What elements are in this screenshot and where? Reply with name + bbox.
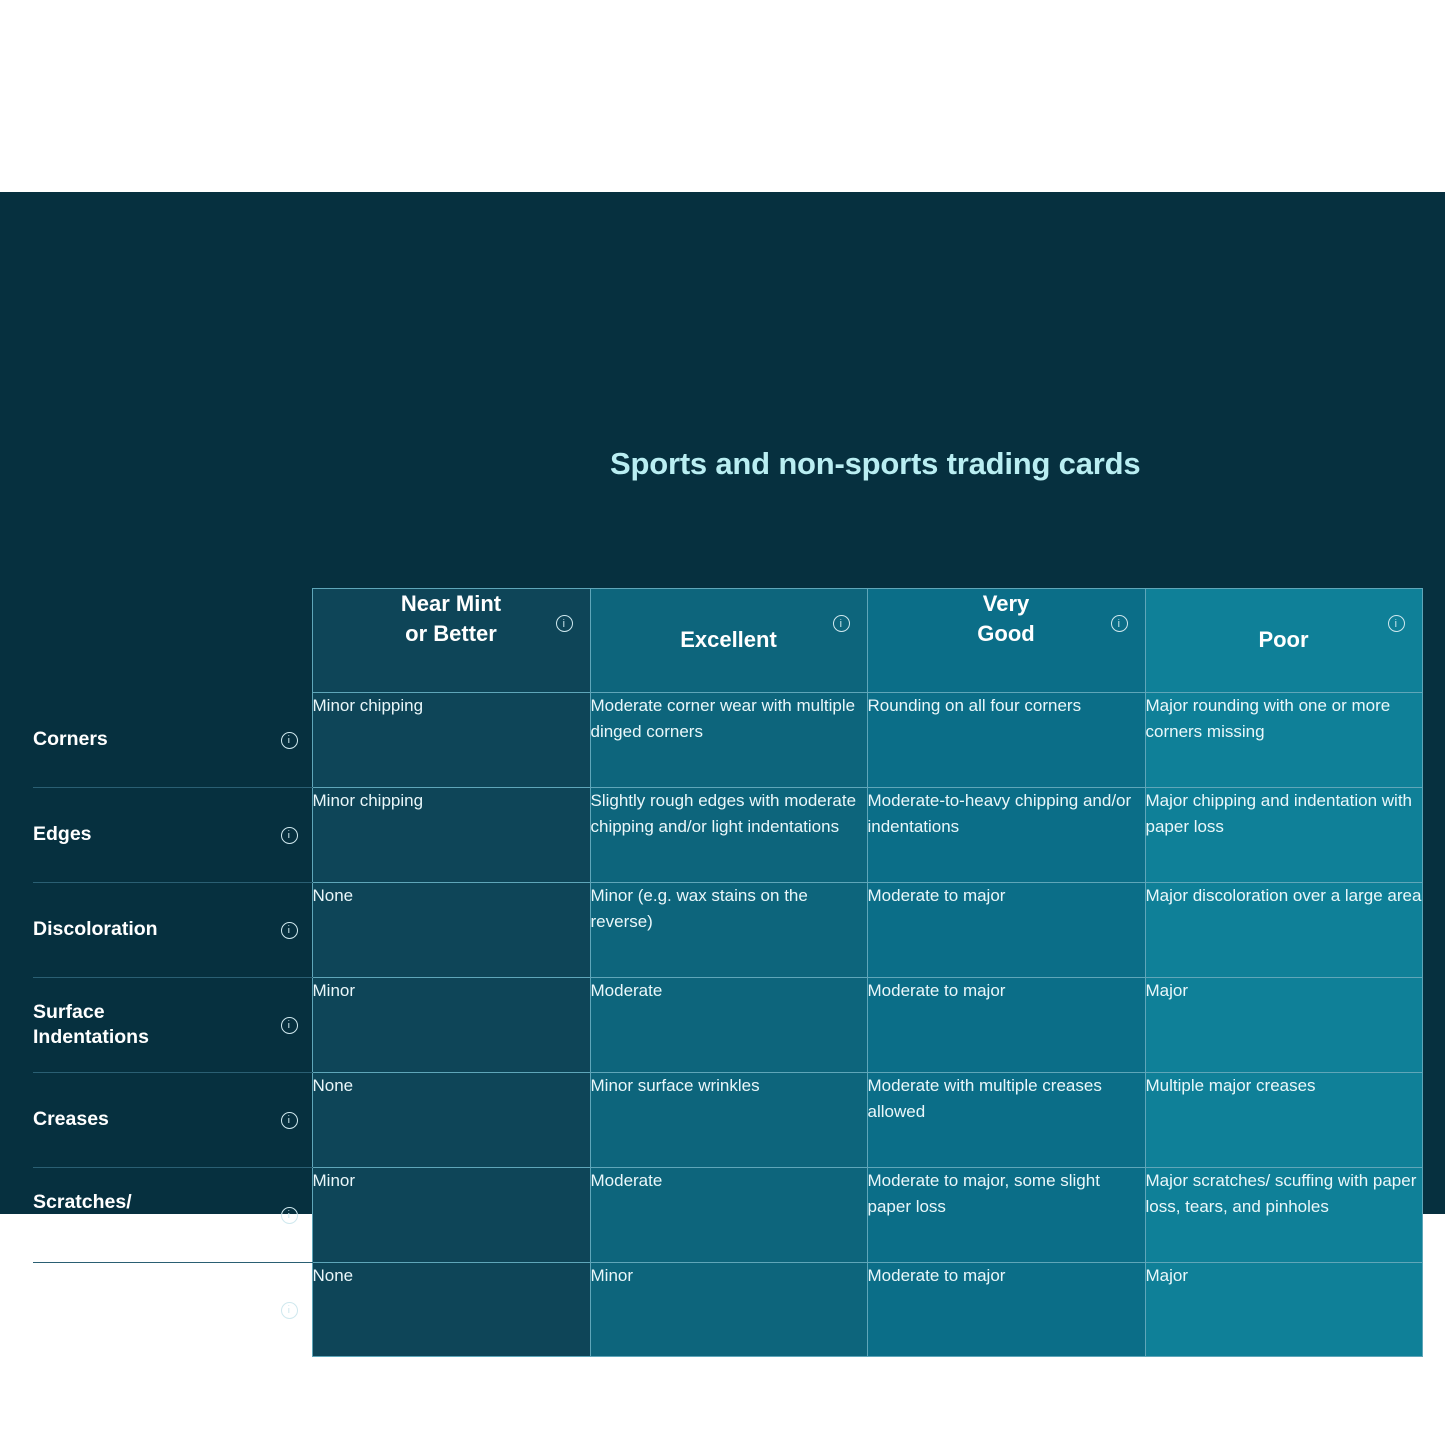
- row-header-corners[interactable]: [33, 693, 312, 788]
- row-label-line1: Corners: [33, 728, 108, 750]
- row-label-line1: Scratches/: [33, 1190, 132, 1213]
- cell-surface-near-mint: Minor: [312, 977, 590, 1072]
- table-row: [33, 882, 1422, 977]
- page-title: Sports and non-sports trading cards: [610, 446, 1141, 481]
- cell-edges-very-good: Moderate-to-heavy chipping and/or indentations: [867, 787, 1145, 882]
- row-header-creases[interactable]: [33, 1072, 312, 1167]
- cell-corners-excellent: Moderate corner wear with multiple dinged corners: [590, 693, 867, 788]
- cell-discoloration-near-mint: None: [312, 882, 590, 977]
- cell-scratches-excellent: Moderate: [590, 1167, 867, 1262]
- column-header-line1: Excellent: [680, 627, 777, 652]
- column-header-excellent[interactable]: [590, 589, 867, 693]
- row-header-scratches-scuffing[interactable]: [33, 1167, 312, 1262]
- table-row: [33, 693, 1422, 788]
- table-row: [33, 787, 1422, 882]
- row-label-line1: Surface: [33, 1000, 105, 1023]
- cell-creases-very-good: Moderate with multiple creases allowed: [867, 1072, 1145, 1167]
- cell-scratches-very-good: Moderate to major, some slight paper loss: [867, 1167, 1145, 1262]
- row-header-surface-indentations[interactable]: [33, 977, 312, 1072]
- content-panel: [0, 192, 1445, 1320]
- grading-matrix: [33, 588, 1422, 1357]
- info-icon[interactable]: [281, 1112, 298, 1129]
- table-row: [33, 1072, 1422, 1167]
- cell-surface-excellent: Moderate: [590, 977, 867, 1072]
- cell-scratches-near-mint: Minor: [312, 1167, 590, 1262]
- cell-surface-poor: Major: [1145, 977, 1422, 1072]
- info-icon[interactable]: [1388, 615, 1405, 632]
- info-icon[interactable]: [281, 732, 298, 749]
- row-header-staining[interactable]: [33, 1262, 312, 1357]
- cell-surface-very-good: Moderate to major: [867, 977, 1145, 1072]
- corner-spacer: [33, 589, 312, 693]
- column-header-poor[interactable]: [1145, 589, 1422, 693]
- info-icon[interactable]: [833, 615, 850, 632]
- cell-discoloration-very-good: Moderate to major: [867, 882, 1145, 977]
- table-header-row: [33, 589, 1422, 693]
- row-header-edges[interactable]: [33, 787, 312, 882]
- row-label-line1: Edges: [33, 823, 92, 845]
- column-header-line1: Poor: [1258, 627, 1309, 652]
- row-label-line1: Discoloration: [33, 918, 158, 940]
- column-header-very-good[interactable]: [867, 589, 1145, 693]
- column-header-near-mint[interactable]: [312, 589, 590, 693]
- column-header-line1: Very: [982, 591, 1030, 616]
- info-icon[interactable]: [281, 1302, 298, 1319]
- cell-staining-very-good: Moderate to major: [867, 1262, 1145, 1357]
- cell-edges-excellent: Slightly rough edges with moderate chipping and/or light indentations: [590, 787, 867, 882]
- info-icon[interactable]: [1111, 615, 1128, 632]
- info-icon[interactable]: [281, 922, 298, 939]
- cell-corners-poor: Major rounding with one or more corners missing: [1145, 693, 1422, 788]
- table-row: [33, 1262, 1422, 1357]
- cell-edges-poor: Major chipping and indentation with paper loss: [1145, 787, 1422, 882]
- grading-table: [33, 588, 1423, 1357]
- row-header-discoloration[interactable]: [33, 882, 312, 977]
- cell-creases-excellent: Minor surface wrinkles: [590, 1072, 867, 1167]
- cell-creases-near-mint: None: [312, 1072, 590, 1167]
- row-label-line2: Indentations: [33, 1025, 149, 1048]
- column-header-line2: or Better: [405, 621, 497, 646]
- cell-discoloration-excellent: Minor (e.g. wax stains on the reverse): [590, 882, 867, 977]
- cell-edges-near-mint: Minor chipping: [312, 787, 590, 882]
- table-row: [33, 1167, 1422, 1262]
- cell-scratches-poor: Major scratches/ scuffing with paper loss, tears, and pinholes: [1145, 1167, 1422, 1262]
- row-label-line2: Scuffing: [33, 1215, 111, 1238]
- cell-staining-near-mint: None: [312, 1262, 590, 1357]
- info-icon[interactable]: [281, 827, 298, 844]
- info-icon[interactable]: [281, 1207, 298, 1224]
- cell-corners-very-good: Rounding on all four corners: [867, 693, 1145, 788]
- cell-discoloration-poor: Major discoloration over a large area: [1145, 882, 1422, 977]
- row-label-line1: Creases: [33, 1108, 109, 1130]
- column-header-line2: Good: [977, 621, 1035, 646]
- info-icon[interactable]: [281, 1017, 298, 1034]
- cell-corners-near-mint: Minor chipping: [312, 693, 590, 788]
- info-icon[interactable]: [556, 615, 573, 632]
- column-header-line1: Near Mint: [400, 591, 502, 616]
- cell-staining-poor: Major: [1145, 1262, 1422, 1357]
- table-row: [33, 977, 1422, 1072]
- row-label-line1: Staining: [33, 1298, 110, 1320]
- cell-creases-poor: Multiple major creases: [1145, 1072, 1422, 1167]
- cell-staining-excellent: Minor: [590, 1262, 867, 1357]
